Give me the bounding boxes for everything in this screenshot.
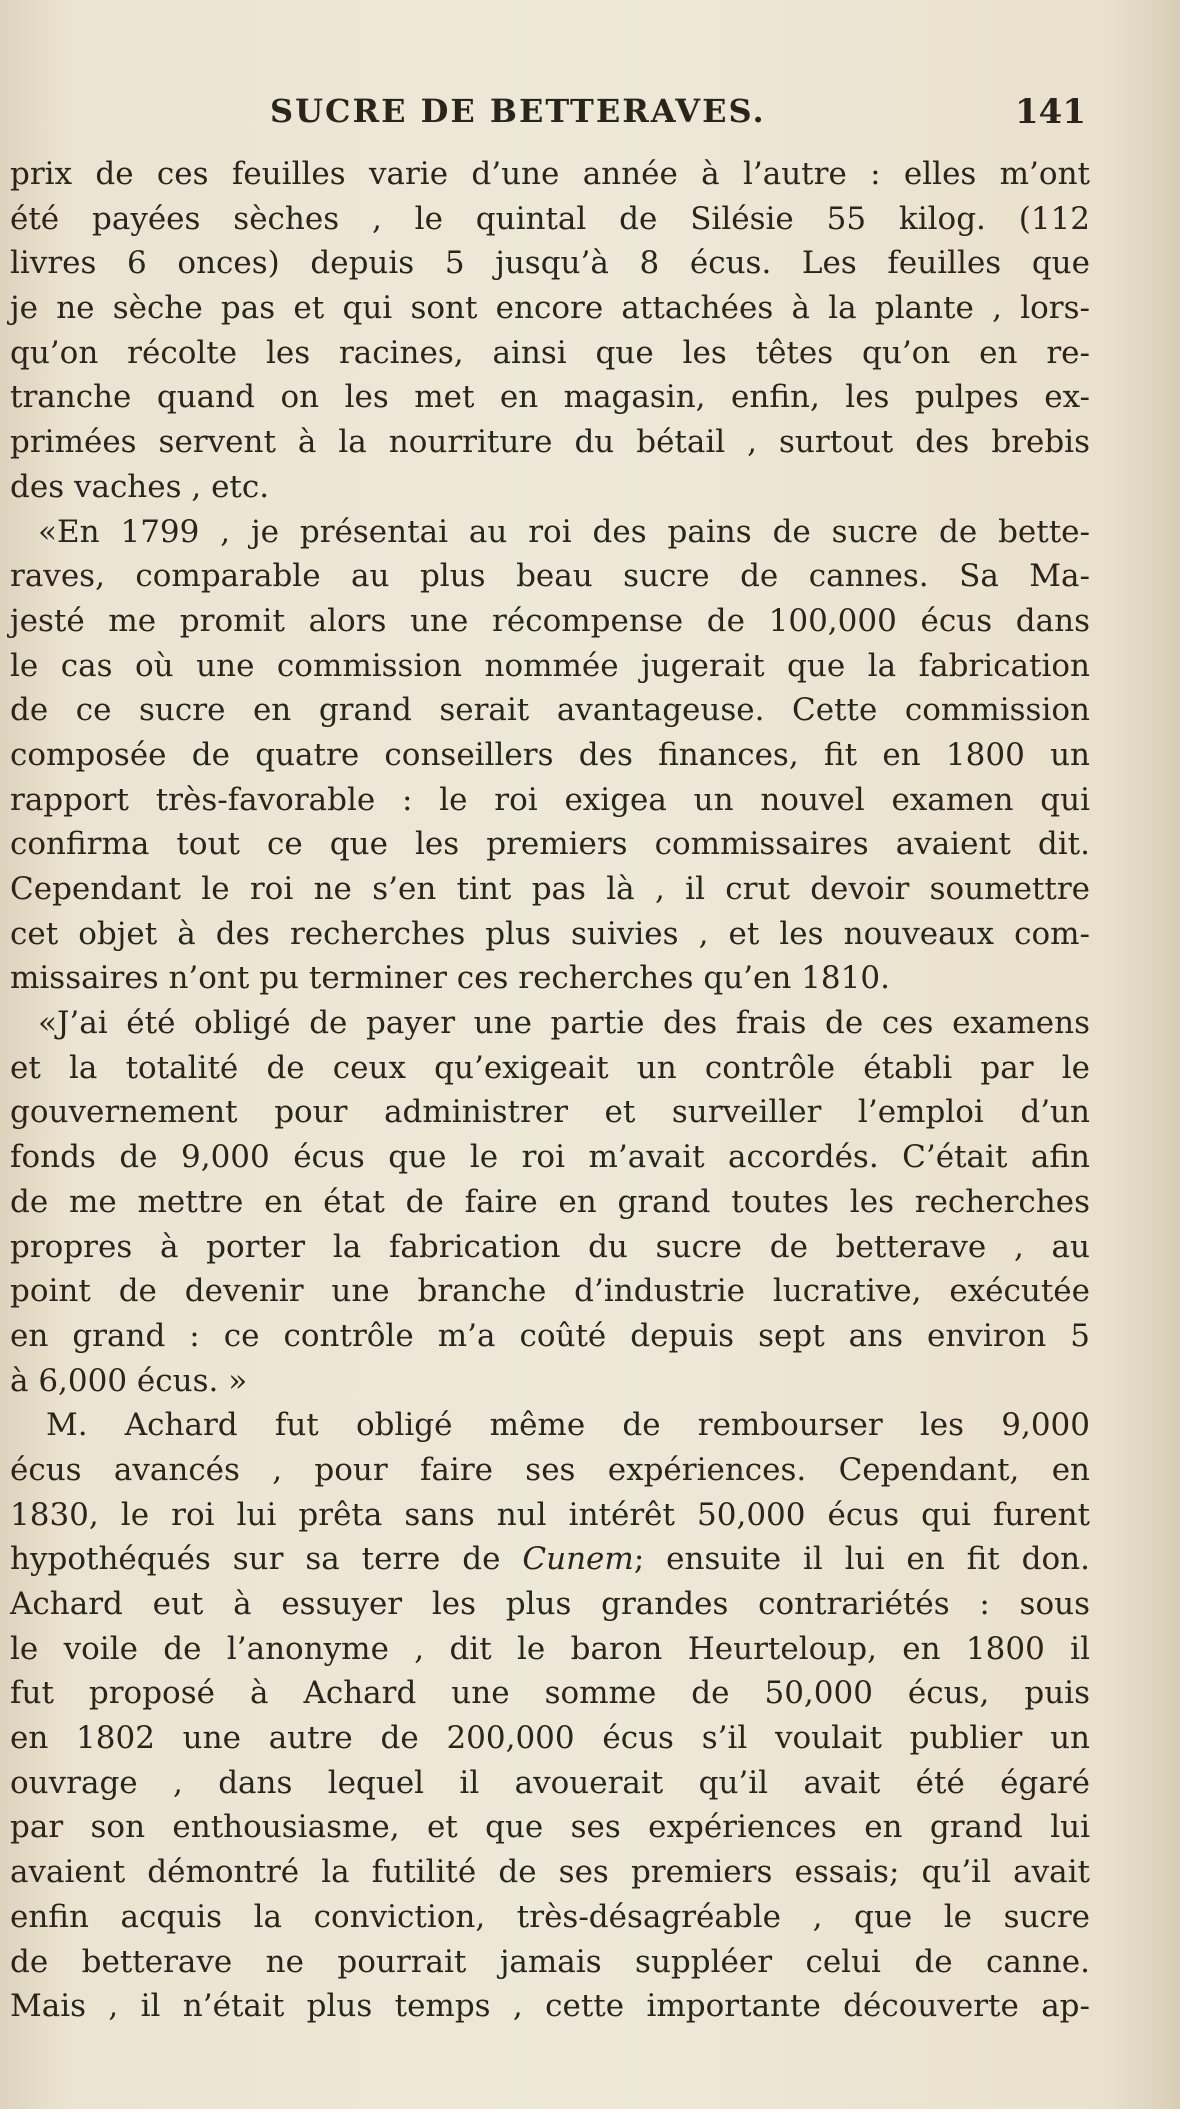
text-line: tranche quand on les met en magasin, enfin, les pulpes ex- — [10, 379, 1090, 416]
text-line: primées servent à la nourriture du bétail , surtout des brebis — [10, 424, 1090, 461]
text-line: à 6,000 écus. » — [10, 1362, 248, 1399]
text-line: fonds de 9,000 écus que le roi m’avait accordés. C’était afin — [10, 1139, 1090, 1176]
text-line: Mais , il n’était plus temps , cette importante découverte ap- — [10, 1988, 1090, 2025]
text-line: le cas où une commission nommée jugerait que la fabrication — [10, 647, 1090, 684]
text-line: enfin acquis la conviction, très-désagréable , que le sucre — [10, 1898, 1090, 1935]
text-line: prix de ces feuilles varie d’une année à l’autre : elles m’ont — [10, 156, 1090, 192]
text-line: gouvernement pour administrer et surveiller l’emploi d’un — [10, 1094, 1090, 1131]
text-line: 1830, le roi lui prêta sans nul intérêt 50,000 écus qui furent — [10, 1496, 1090, 1533]
text-line: livres 6 onces) depuis 5 jusqu’à 8 écus. Les feuilles que — [10, 245, 1090, 282]
text-line: et la totalité de ceux qu’exigeait un contrôle établi par le — [10, 1049, 1090, 1086]
text-line — [10, 1537, 1090, 1582]
text-line: je ne sèche pas et qui sont encore attachées à la plante , lors- — [10, 290, 1090, 327]
running-header — [0, 92, 1180, 136]
text-line: M. Achard fut obligé même de rembourser les 9,000 — [46, 1407, 1090, 1444]
text-line: confirma tout ce que les premiers commissaires avaient dit. — [10, 826, 1090, 863]
text-line: été payées sèches , le quintal de Silésie 55 kilog. (112 — [10, 200, 1090, 237]
text-line: jesté me promit alors une récompense de 100,000 écus dans — [10, 602, 1090, 639]
text-line: fut proposé à Achard une somme de 50,000 écus, puis — [10, 1675, 1090, 1712]
running-title: SUCRE DE BETTERAVES. — [270, 92, 766, 130]
text-segment: hypothéqués sur sa terre de — [10, 1541, 523, 1578]
text-line: cet objet à des recherches plus suivies , et les nouveaux com- — [10, 915, 1090, 952]
text-line: en grand : ce contrôle m’a coûté depuis sept ans environ 5 — [10, 1317, 1090, 1354]
text-line: de me mettre en état de faire en grand toutes les recherches — [10, 1183, 1090, 1220]
text-line: raves, comparable au plus beau sucre de cannes. Sa Ma- — [10, 558, 1090, 595]
text-line: point de devenir une branche d’industrie lucrative, exécutée — [10, 1273, 1090, 1310]
text-line: «J’ai été obligé de payer une partie des frais de ces examens — [38, 1005, 1090, 1042]
text-line: de betterave ne pourrait jamais suppléer celui de canne. — [10, 1943, 1090, 1980]
place-name-italic: Cunem — [522, 1541, 634, 1578]
text-line: ouvrage , dans lequel il avouerait qu’il avait été égaré — [10, 1764, 1090, 1801]
text-line: écus avancés , pour faire ses expériences. Cependant, en — [10, 1451, 1090, 1488]
page-number: 141 — [1015, 92, 1086, 132]
text-line: missaires n’ont pu terminer ces recherches qu’en 1810. — [10, 960, 890, 997]
text-line: Cependant le roi ne s’en tint pas là , il crut devoir soumettre — [10, 871, 1090, 907]
text-line: «En 1799 , je présentai au roi des pains de sucre de bette- — [38, 513, 1090, 550]
body-text — [10, 152, 1090, 2029]
text-line: Achard eut à essuyer les plus grandes contrariétés : sous — [10, 1586, 1090, 1622]
text-line: des vaches , etc. — [10, 468, 270, 505]
text-line: rapport très-favorable : le roi exigea un nouvel examen qui — [10, 781, 1090, 818]
text-line: de ce sucre en grand serait avantageuse. Cette commission — [10, 692, 1090, 729]
text-line: qu’on récolte les racines, ainsi que les têtes qu’on en re- — [10, 334, 1090, 371]
text-line: en 1802 une autre de 200,000 écus s’il voulait publier un — [10, 1720, 1090, 1757]
text-line: par son enthousiasme, et que ses expériences en grand lui — [10, 1809, 1090, 1846]
text-segment: ; ensuite il lui en fit don. — [633, 1541, 1090, 1578]
text-line: composée de quatre conseillers des finances, fit en 1800 un — [10, 736, 1090, 773]
text-line: propres à porter la fabrication du sucre de betterave , au — [10, 1228, 1090, 1265]
text-line: le voile de l’anonyme , dit le baron Heurteloup, en 1800 il — [10, 1630, 1090, 1667]
text-line: avaient démontré la futilité de ses premiers essais; qu’il avait — [10, 1854, 1090, 1891]
